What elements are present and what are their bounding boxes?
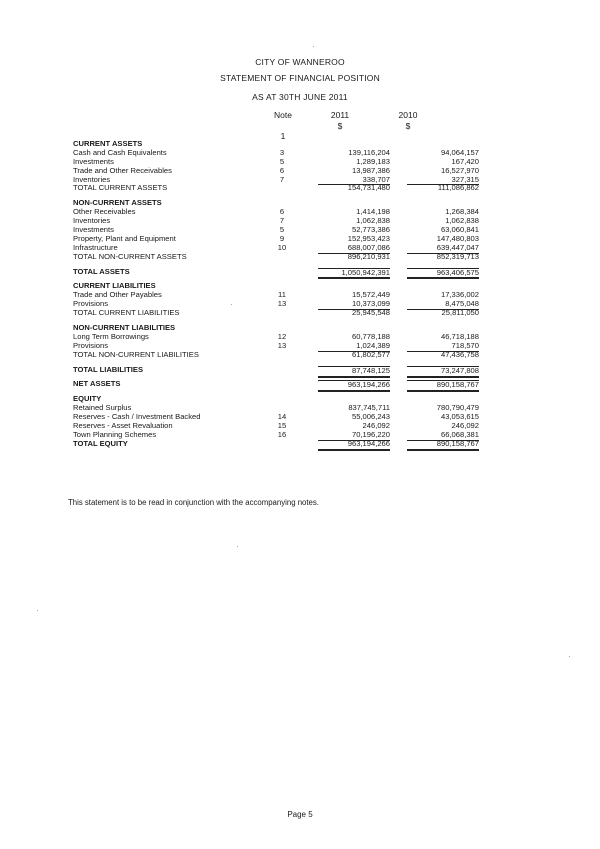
value-2010: 47,436,758 <box>440 349 479 359</box>
currency-2010-header: $ <box>405 121 411 131</box>
value-2011: 688,007,086 <box>318 244 390 254</box>
value-2010: 94,064,157 <box>440 147 479 157</box>
value-2011: 139,116,204 <box>348 147 390 157</box>
footnote: This statement is to be read in conjunction with the accompanying notes. <box>68 498 319 507</box>
note-number: 5 <box>279 225 285 235</box>
row-label: Infrastructure <box>73 242 118 252</box>
value-2011: 87,748,125 <box>318 366 390 378</box>
note-number: 16 <box>277 429 287 439</box>
row-label: Long Term Borrowings <box>73 331 149 341</box>
row-label: Other Receivables <box>73 207 136 217</box>
value-2011: 1,050,942,391 <box>318 268 390 280</box>
value-2011: 154,731,480 <box>347 183 390 193</box>
row-label: TOTAL CURRENT LIABILITIES <box>73 308 180 318</box>
value-2011: 25,945,548 <box>351 308 390 318</box>
scan-speck <box>313 46 314 47</box>
row-label: Retained Surplus <box>73 403 132 413</box>
value-2010: 1,062,838 <box>445 216 479 226</box>
row-label: Trade and Other Receivables <box>73 165 172 175</box>
note-number: 13 <box>277 299 287 309</box>
note-number: 3 <box>279 147 285 157</box>
row-label: Provisions <box>73 340 109 350</box>
note-column-header: Note <box>274 110 292 120</box>
section-row <box>73 266 479 277</box>
page-number: Page 5 <box>287 810 313 819</box>
line-item-row <box>73 207 479 217</box>
line-item-row <box>73 290 479 300</box>
row-label: CURRENT LIABILITIES <box>73 281 156 291</box>
value-2011: 246,092 <box>362 421 390 431</box>
note-number: 12 <box>277 331 287 341</box>
value-2010: 890,158,767 <box>407 380 479 392</box>
value-2011: 837,745,711 <box>348 403 390 413</box>
value-2010: 852,319,713 <box>436 251 479 261</box>
value-2010: 963,406,575 <box>407 268 479 280</box>
value-2011: 963,194,266 <box>318 380 390 392</box>
row-label: EQUITY <box>73 394 102 404</box>
value-2010: 16,527,970 <box>440 165 479 175</box>
statement-title: STATEMENT OF FINANCIAL POSITION <box>220 73 380 83</box>
value-2010: 167,420 <box>451 156 479 166</box>
value-2010: 8,475,048 <box>407 300 479 310</box>
value-2010: 63,060,841 <box>440 225 479 235</box>
value-2011: 70,196,220 <box>318 431 390 441</box>
line-item-row <box>73 251 479 262</box>
row-label: Inventories <box>73 174 111 184</box>
row-label: Reserves - Asset Revaluation <box>73 421 173 431</box>
value-2010: 780,790,479 <box>436 403 479 413</box>
value-2011: 1,024,389 <box>318 342 390 352</box>
row-label: TOTAL LIABILITIES <box>73 364 144 374</box>
note-number: 5 <box>279 156 285 166</box>
value-2011: 60,778,188 <box>351 331 390 341</box>
row-label: CURRENT ASSETS <box>73 139 143 148</box>
currency-2011-header: $ <box>337 121 343 131</box>
value-2010: 327,315 <box>407 176 479 186</box>
year-2011-header: 2011 <box>330 110 350 120</box>
value-2011: 15,572,449 <box>351 290 390 300</box>
note-number: 6 <box>279 207 285 217</box>
row-label: TOTAL EQUITY <box>73 438 128 448</box>
financial-position-table <box>73 139 479 449</box>
value-2011: 1,289,183 <box>356 156 390 166</box>
value-2010: 246,092 <box>451 421 479 431</box>
row-label: Investments <box>73 156 114 166</box>
row-label: Trade and Other Payables <box>73 290 162 300</box>
scan-speck <box>569 656 570 657</box>
line-item-row <box>73 349 479 360</box>
value-2010: 46,718,188 <box>440 331 479 341</box>
value-2011: 52,773,386 <box>351 225 390 235</box>
value-2011: 896,210,931 <box>347 251 390 261</box>
row-label: TOTAL NON-CURRENT ASSETS <box>73 251 187 261</box>
value-2011: 55,006,243 <box>351 412 390 422</box>
row-label: Inventories <box>73 216 111 226</box>
note-number: 6 <box>279 165 285 175</box>
row-label: NET ASSETS <box>73 379 121 389</box>
value-2011: 963,194,266 <box>318 440 390 451</box>
row-label: Investments <box>73 225 114 235</box>
line-item-row <box>73 183 479 193</box>
scan-speck <box>237 546 238 547</box>
statement-date: AS AT 30TH JUNE 2011 <box>252 92 348 102</box>
section-row <box>73 364 479 375</box>
value-2010: 17,336,002 <box>440 290 479 300</box>
line-item-row <box>73 331 479 342</box>
year-2010-header: 2010 <box>398 110 418 120</box>
value-2011: 152,953,423 <box>347 233 390 243</box>
note-reference: 1 <box>280 131 286 141</box>
value-2010: 1,268,384 <box>445 207 479 217</box>
line-item-row <box>73 233 479 244</box>
value-2011: 61,802,577 <box>351 349 390 359</box>
value-2010: 43,053,615 <box>440 412 479 422</box>
value-2011: 13,987,386 <box>351 165 390 175</box>
row-label: TOTAL CURRENT ASSETS <box>73 183 168 193</box>
line-item-row <box>73 147 479 158</box>
row-label: Reserves - Cash / Investment Backed <box>73 412 201 422</box>
value-2010: 890,158,767 <box>407 440 479 451</box>
row-label: Property, Plant and Equipment <box>73 233 176 243</box>
value-2011: 1,062,838 <box>356 216 390 226</box>
value-2011: 338,707 <box>318 176 390 186</box>
line-item-row <box>73 308 479 318</box>
row-label: NON-CURRENT LIABILITIES <box>73 323 176 333</box>
row-label: TOTAL NON-CURRENT LIABILITIES <box>73 349 199 359</box>
section-row <box>73 438 479 449</box>
row-label: TOTAL ASSETS <box>73 266 130 276</box>
note-number: 7 <box>279 174 285 184</box>
note-number: 13 <box>277 340 287 350</box>
scan-speck <box>37 610 38 611</box>
row-label: Provisions <box>73 299 109 309</box>
line-item-row <box>73 165 479 176</box>
value-2010: 73,247,808 <box>407 366 479 378</box>
value-2010: 639,447,047 <box>407 244 479 254</box>
value-2010: 111,086,862 <box>437 183 479 193</box>
value-2011: 10,373,099 <box>318 300 390 310</box>
row-label: Cash and Cash Equivalents <box>73 147 167 157</box>
organisation-name: CITY OF WANNEROO <box>255 57 345 67</box>
value-2010: 25,811,050 <box>441 308 479 318</box>
note-number: 9 <box>279 233 285 243</box>
value-2011: 1,414,198 <box>356 207 390 217</box>
note-number: 15 <box>277 421 287 431</box>
note-number: 11 <box>278 290 286 300</box>
note-number: 14 <box>277 412 287 422</box>
note-number: 7 <box>279 216 285 226</box>
line-item-row <box>73 216 479 226</box>
value-2010: 147,480,803 <box>436 233 479 243</box>
value-2010: 66,068,381 <box>407 431 479 441</box>
value-2010: 718,570 <box>407 342 479 352</box>
section-row <box>73 379 479 390</box>
row-label: NON-CURRENT ASSETS <box>73 198 162 208</box>
note-number: 10 <box>277 242 287 252</box>
line-item-row <box>73 429 479 440</box>
row-label: Town Planning Schemes <box>73 429 157 439</box>
